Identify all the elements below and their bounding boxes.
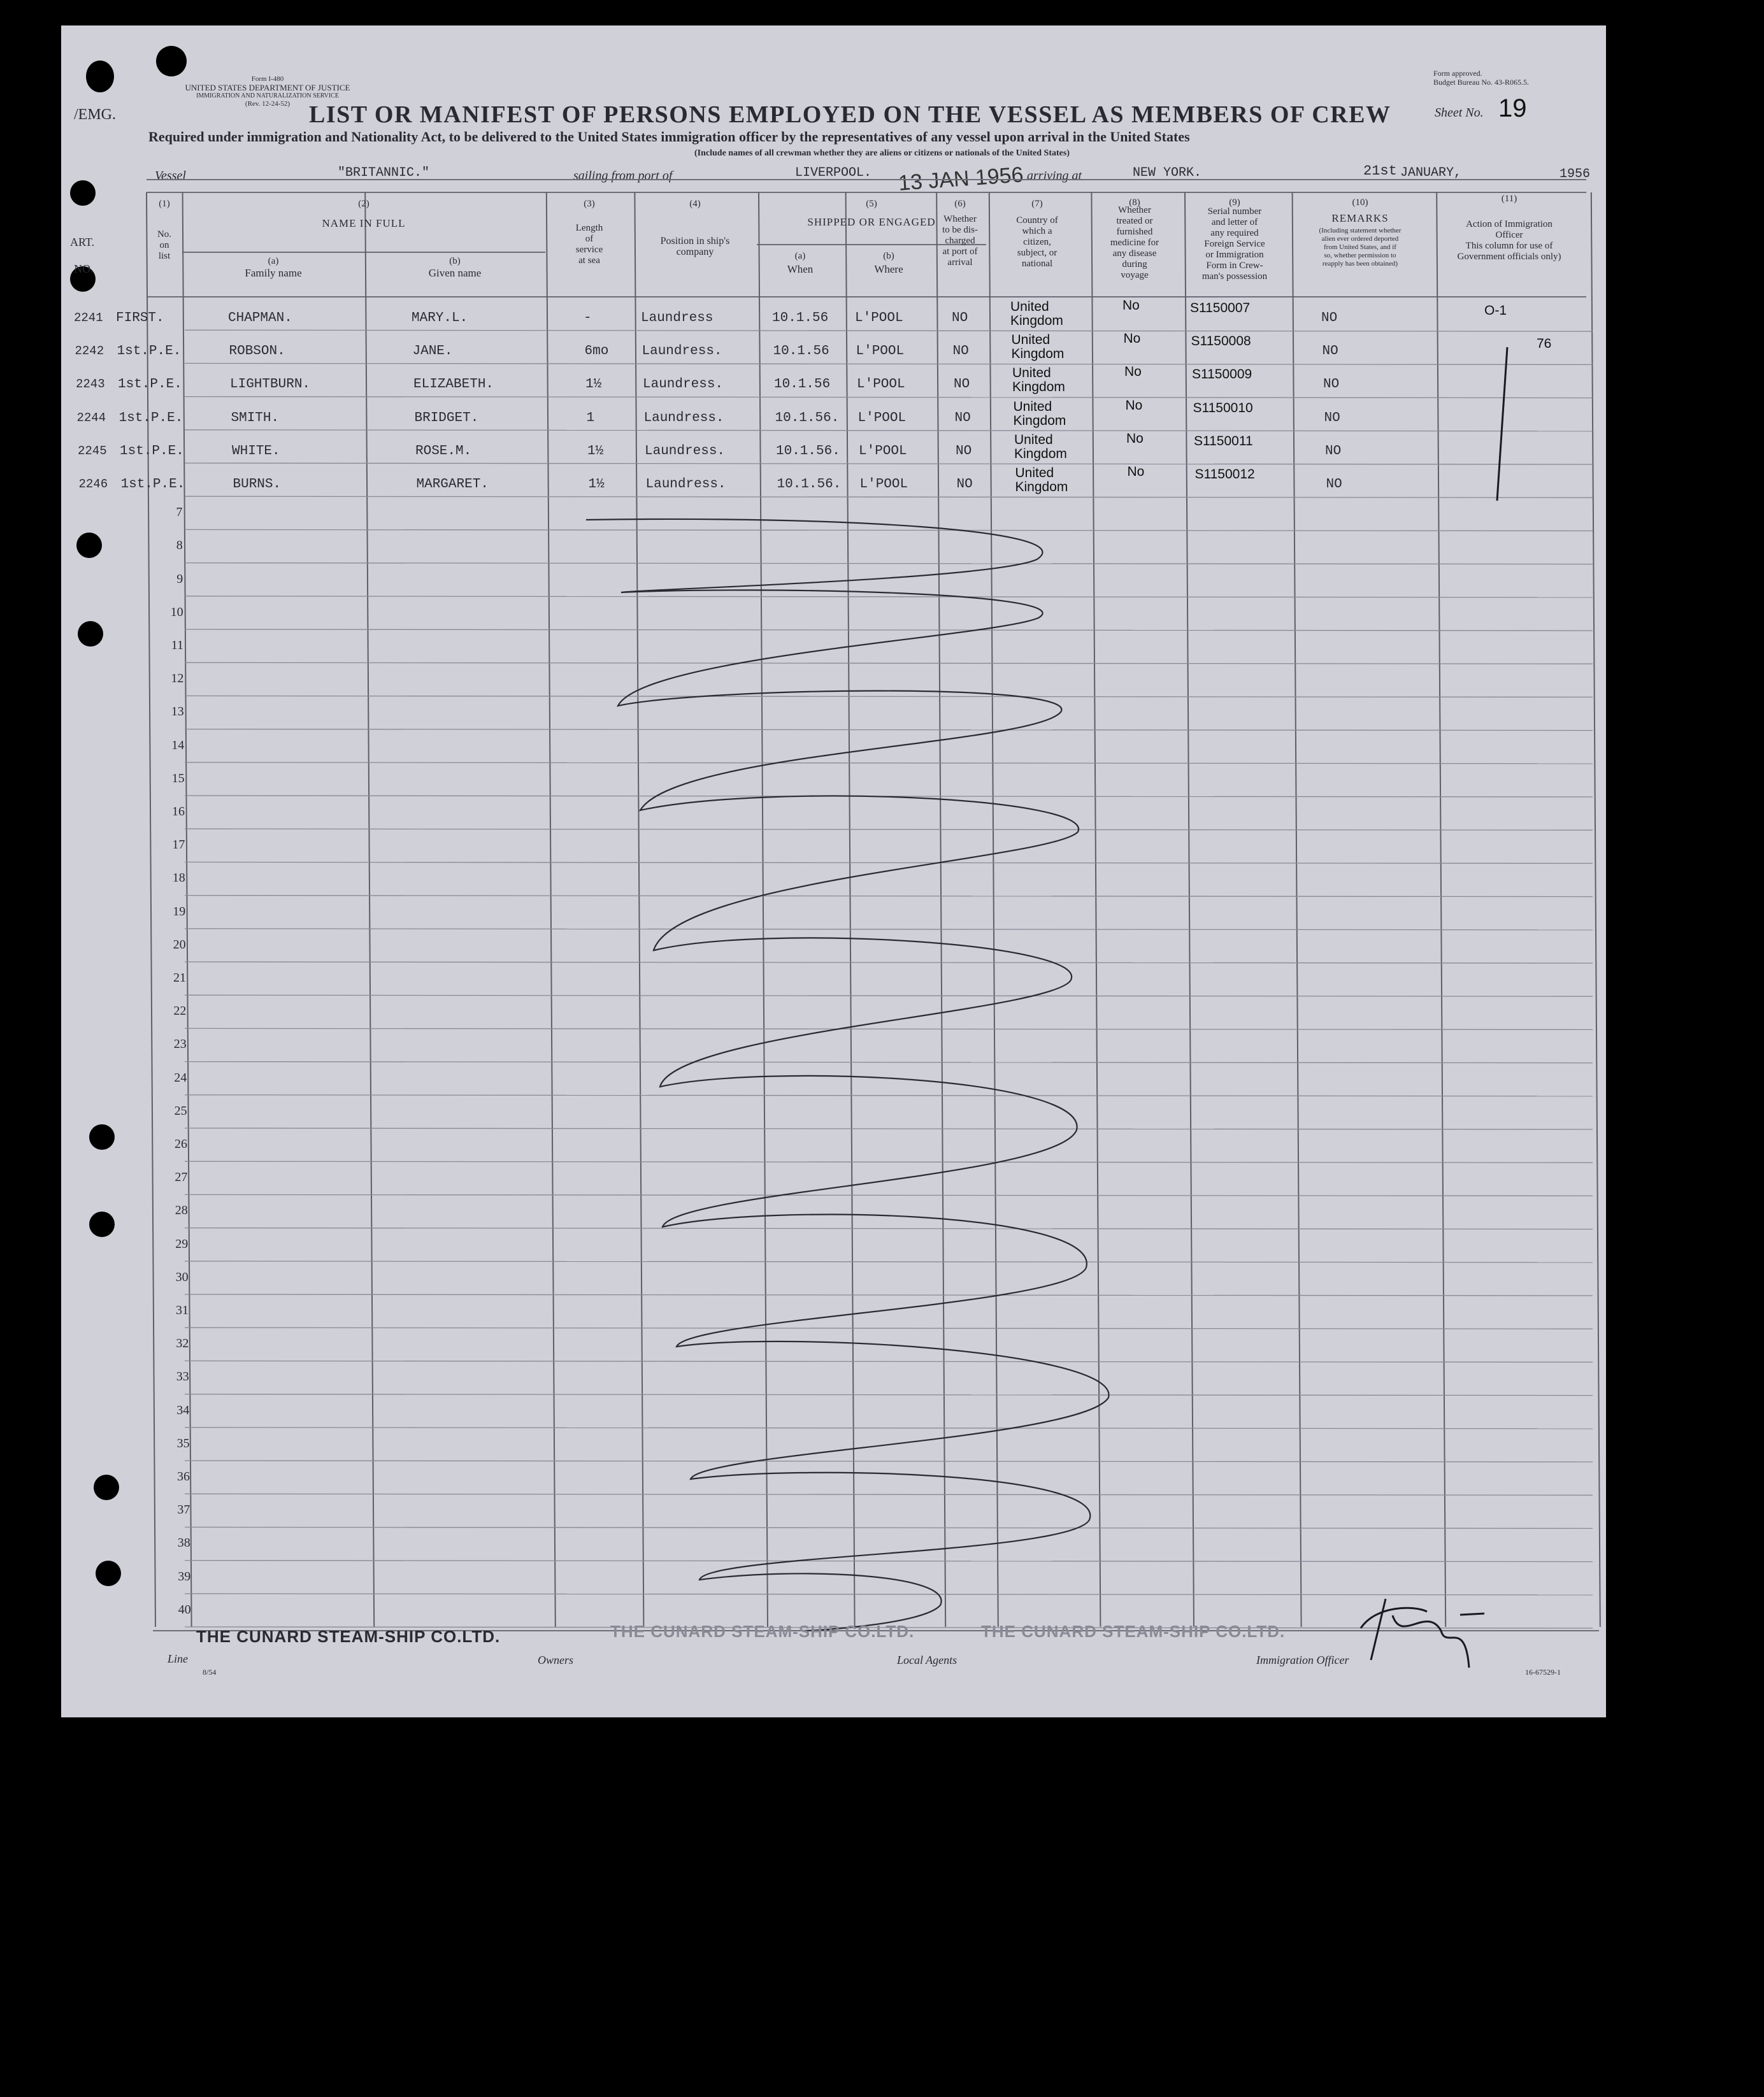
length-of-service: 1 <box>586 410 595 426</box>
row-number: 14 <box>171 738 185 752</box>
shipped-when: 10.1.56 <box>773 344 829 359</box>
length-of-service: 6mo <box>584 344 609 359</box>
family-name: LIGHTBURN. <box>230 377 311 392</box>
col-header-line: Country of <box>1016 215 1058 225</box>
country-of-nationality: United <box>1014 432 1053 447</box>
row-number: 27 <box>175 1170 188 1185</box>
sheet-no-label: Sheet No. <box>1435 106 1484 120</box>
col-header-line: during <box>1122 259 1147 269</box>
length-of-service: 1½ <box>585 377 602 392</box>
crew-class: 1st.P.E. <box>120 477 185 492</box>
country-of-nationality: Kingdom <box>1012 380 1065 395</box>
col-header-line: voyage <box>1121 270 1149 280</box>
serial-number: S1150009 <box>1192 367 1252 382</box>
col-num-9: (9) <box>1229 197 1240 208</box>
position-in-company: Laundress. <box>643 377 724 392</box>
col-header-line: Government officials only) <box>1457 252 1561 262</box>
row-number: 19 <box>173 904 186 919</box>
arrival-year: 1956 <box>1560 167 1591 182</box>
col-header-line: Whether <box>943 214 977 224</box>
position-in-company: Laundress <box>641 311 713 326</box>
local-agents-label: Local Agents <box>897 1654 957 1666</box>
crew-class: 1st.P.E. <box>117 344 182 359</box>
col-header-number-on-list <box>147 229 182 262</box>
col-header-serial-number <box>1181 206 1288 282</box>
col-header-line: and letter of <box>1211 217 1258 227</box>
shipped-when: 10.1.56 <box>774 377 831 392</box>
col-header-name-in-full: NAME IN FULL <box>322 217 406 229</box>
col-num-7: (7) <box>1031 199 1043 209</box>
col-num-8: (8) <box>1129 197 1140 208</box>
page-subtitle: Required under immigration and Nationality Act, to be delivered to the United States immigration officer by the representatives of any vessel upon arrival in the United States <box>148 129 1190 145</box>
row-number: 23 <box>173 1037 187 1052</box>
col-num-4: (4) <box>689 199 701 209</box>
department-line: UNITED STATES DEPARTMENT OF JUSTICE <box>185 83 350 92</box>
col-header-line: man's possession <box>1201 271 1268 282</box>
col-header-line: subject, or <box>1017 248 1058 258</box>
officer-bracket-mark <box>1497 347 1507 501</box>
col-header-line: Foreign Service <box>1204 239 1265 249</box>
col-header-line: any disease <box>1112 248 1157 259</box>
col-header-where: Where <box>874 263 903 275</box>
given-name: JANE. <box>412 344 453 359</box>
col-header-line: Form in Crew- <box>1206 261 1263 271</box>
position-in-company: Laundress. <box>643 410 724 426</box>
shipped-when: 10.1.56 <box>772 311 829 326</box>
margin-note: /EMG. <box>74 106 116 123</box>
sheet-no-value: 19 <box>1498 94 1527 122</box>
col-header-line: citizen, <box>1023 237 1051 247</box>
col-header-line: medicine for <box>1110 238 1159 248</box>
country-of-nationality: United <box>1011 333 1051 348</box>
family-name: SMITH. <box>231 410 280 426</box>
remarks-value: NO <box>1322 344 1338 359</box>
col-sub-num-2b: (b) <box>449 256 461 266</box>
art-label: ART. <box>70 236 95 248</box>
col-header-line: list <box>158 251 171 261</box>
row-number: 30 <box>175 1270 189 1284</box>
arrival-port: NEW YORK. <box>1133 166 1202 180</box>
shipped-where: L'POOL <box>856 344 905 359</box>
crew-class: 1st.P.E. <box>120 443 184 459</box>
serial-number: S1150012 <box>1194 467 1255 482</box>
agents-stamp: THE CUNARD STEAM-SHIP CO.LTD. <box>981 1622 1286 1641</box>
col-header-line: No. <box>157 229 172 240</box>
serial-number: S1150010 <box>1193 400 1253 415</box>
row-number: 20 <box>173 937 186 952</box>
country-of-nationality: United <box>1012 366 1051 381</box>
art-number: 2245 <box>78 443 107 458</box>
col-num-3: (3) <box>584 199 595 209</box>
row-number: 35 <box>176 1436 190 1450</box>
col-header-line: any required <box>1210 228 1259 238</box>
col-header-line: which a <box>1022 226 1052 236</box>
row-number: 13 <box>171 705 184 719</box>
treated-for-disease: No <box>1123 331 1141 347</box>
given-name: ROSE.M. <box>415 443 472 459</box>
remarks-value: NO <box>1321 311 1338 326</box>
shipped-where: L'POOL <box>859 477 908 492</box>
row-number: 18 <box>172 871 185 885</box>
revision-line: (Rev. 12-24-52) <box>245 100 290 108</box>
given-name: MARGARET. <box>416 477 489 492</box>
col-header-remarks: REMARKS <box>1331 212 1389 224</box>
discharged-at-arrival: NO <box>952 344 969 359</box>
owners-stamp: THE CUNARD STEAM-SHIP CO.LTD. <box>610 1622 915 1641</box>
row-number: 29 <box>175 1236 189 1251</box>
treated-for-disease: No <box>1122 298 1140 313</box>
col-header-line: on <box>159 240 169 250</box>
col-header-country <box>986 215 1088 269</box>
col-header-line: charged <box>945 236 975 246</box>
col-header-line: national <box>1021 259 1053 269</box>
serial-number: S1150007 <box>1190 301 1251 315</box>
position-in-company: Laundress. <box>645 477 726 492</box>
treated-for-disease: No <box>1126 431 1144 446</box>
art-number: 2246 <box>78 477 108 491</box>
crew-class: 1st.P.E. <box>118 377 182 392</box>
form-print-number: 16-67529-1 <box>1525 1668 1561 1677</box>
discharged-at-arrival: NO <box>954 377 970 392</box>
col-header-discharged <box>934 214 986 268</box>
country-of-nationality: Kingdom <box>1010 313 1063 328</box>
row-number: 32 <box>176 1336 189 1351</box>
row-number: 8 <box>176 538 183 553</box>
col-num-1: (1) <box>159 199 170 209</box>
country-of-nationality: Kingdom <box>1011 347 1065 362</box>
approval-line: Form approved. <box>1433 69 1482 78</box>
col-sub-num-5b: (b) <box>883 251 894 261</box>
col-header-line: This column for use of <box>1465 241 1553 251</box>
col-header-line: of <box>585 234 594 244</box>
row-number: 26 <box>175 1137 187 1151</box>
shipped-when: 10.1.56. <box>775 410 840 426</box>
country-of-nationality: Kingdom <box>1013 413 1066 428</box>
shipped-where: L'POOL <box>857 377 905 392</box>
shipped-when: 10.1.56. <box>777 477 842 492</box>
row-number: 31 <box>176 1303 189 1317</box>
remarks-value: NO <box>1324 410 1340 426</box>
col-num-11: (11) <box>1501 194 1517 204</box>
col-header-line: alien ever ordered deported <box>1321 235 1399 243</box>
arrival-month: JANUARY, <box>1400 166 1462 180</box>
col-header-remarks-note <box>1288 227 1432 268</box>
col-header-line: at port of <box>942 247 978 257</box>
col-header-line: Whether <box>1118 205 1151 215</box>
sailing-label: sailing from port of <box>573 169 673 183</box>
col-header-line: company <box>676 247 714 257</box>
col-num-2: (2) <box>358 199 369 209</box>
treated-for-disease: No <box>1127 464 1145 479</box>
discharged-at-arrival: NO <box>956 443 972 459</box>
art-number: 2243 <box>76 377 105 392</box>
col-header-immigration-action <box>1432 219 1586 262</box>
discharged-at-arrival: NO <box>952 311 968 326</box>
col-header-line: from United States, and if <box>1324 243 1396 251</box>
discharged-at-arrival: NO <box>956 477 973 492</box>
arrival-day: 21st <box>1363 163 1397 179</box>
row-number: 15 <box>171 771 185 785</box>
line-stamp: THE CUNARD STEAM-SHIP CO.LTD. <box>196 1627 501 1646</box>
country-of-nationality: United <box>1015 466 1054 480</box>
officer-signature <box>1361 1599 1484 1668</box>
row-number: 9 <box>176 571 183 586</box>
vessel-label: Vessel <box>155 169 186 183</box>
row-number: 17 <box>172 838 185 852</box>
date-stamp: 13 JAN 1956 <box>897 162 1024 196</box>
row-number: 12 <box>171 671 184 686</box>
shipped-where: L'POOL <box>855 311 903 326</box>
shipped-when: 10.1.56. <box>776 443 840 459</box>
row-number: 38 <box>177 1536 190 1550</box>
immigration-action: O-1 <box>1484 303 1507 318</box>
col-sub-num-5a: (a) <box>794 251 806 261</box>
row-number: 28 <box>175 1203 188 1218</box>
col-header-when: When <box>787 263 814 275</box>
owners-label: Owners <box>538 1654 574 1666</box>
row-number: 21 <box>173 971 186 985</box>
country-of-nationality: United <box>1013 399 1052 414</box>
family-name: WHITE. <box>232 443 280 459</box>
col-sub-num-2a: (a) <box>268 256 279 266</box>
col-header-line: furnished <box>1116 227 1153 237</box>
col-header-line: Action of Immigration <box>1466 219 1552 229</box>
art-number: 2241 <box>74 311 103 325</box>
service-line: IMMIGRATION AND NATURALIZATION SERVICE <box>196 92 339 99</box>
void-scribble <box>586 519 1109 1631</box>
col-header-line: Position in ship's <box>660 236 730 247</box>
immigration-officer-label: Immigration Officer <box>1256 1654 1349 1666</box>
country-of-nationality: Kingdom <box>1015 480 1068 494</box>
col-header-shipped-or-engaged: SHIPPED OR ENGAGED <box>807 216 936 228</box>
serial-number: S1150011 <box>1194 433 1253 448</box>
instruction-note: (Include names of all crewman whether they are aliens or citizens or nationals of the United States) <box>694 148 1070 158</box>
remarks-value: NO <box>1323 377 1340 392</box>
budget-bureau-line: Budget Bureau No. 43-R065.5. <box>1433 78 1529 87</box>
col-num-10: (10) <box>1352 197 1368 208</box>
country-of-nationality: United <box>1010 299 1049 314</box>
position-in-company: Laundress. <box>645 443 726 459</box>
shipped-where: L'POOL <box>857 410 907 426</box>
row-number: 16 <box>172 805 185 819</box>
row-number: 10 <box>170 605 183 619</box>
departure-port: LIVERPOOL. <box>795 166 872 180</box>
col-header-line: Serial number <box>1207 206 1262 217</box>
discharged-at-arrival: NO <box>954 410 971 426</box>
remarks-value: NO <box>1325 443 1342 459</box>
row-number: 7 <box>176 505 183 520</box>
col-header-line: Officer <box>1495 230 1523 240</box>
shipped-where: L'POOL <box>859 443 907 459</box>
col-header-length-of-service <box>545 223 633 266</box>
row-number: 36 <box>177 1470 190 1484</box>
col-header-line: or Immigration <box>1205 250 1264 260</box>
row-number: 39 <box>178 1569 191 1584</box>
col-num-5: (5) <box>866 199 877 209</box>
row-number: 34 <box>176 1403 190 1417</box>
art-number: 2242 <box>75 344 104 359</box>
col-header-treated <box>1088 205 1181 281</box>
remarks-value: NO <box>1326 477 1342 492</box>
col-header-position <box>633 236 757 257</box>
no-label: NO. <box>74 262 94 275</box>
col-header-family-name: Family name <box>245 267 302 279</box>
col-header-line: so, whether permission to <box>1324 252 1396 259</box>
col-header-line: to be dis- <box>942 225 978 235</box>
length-of-service: - <box>584 311 592 326</box>
given-name: ELIZABETH. <box>413 377 494 392</box>
row-number: 33 <box>176 1370 189 1384</box>
treated-for-disease: No <box>1125 397 1143 413</box>
given-name: BRIDGET. <box>414 410 479 426</box>
family-name: CHAPMAN. <box>228 311 292 326</box>
row-number: 24 <box>174 1070 187 1085</box>
family-name: ROBSON. <box>229 344 285 359</box>
row-number: 25 <box>174 1103 187 1118</box>
row-number: 11 <box>171 638 183 652</box>
col-header-given-name: Given name <box>428 267 482 279</box>
given-name: MARY.L. <box>412 311 468 326</box>
serial-number: S1150008 <box>1191 334 1251 349</box>
col-header-line: reapply has been obtained) <box>1322 260 1398 268</box>
position-in-company: Laundress. <box>642 344 722 359</box>
row-number: 22 <box>173 1004 187 1019</box>
col-num-6: (6) <box>954 199 966 209</box>
length-of-service: 1½ <box>587 443 604 459</box>
row-number: 40 <box>178 1602 191 1617</box>
crew-class: FIRST. <box>116 311 164 326</box>
col-header-line: service <box>575 245 603 255</box>
line-label: Line <box>168 1652 189 1665</box>
length-of-service: 1½ <box>588 477 605 492</box>
treated-for-disease: No <box>1124 364 1142 380</box>
art-number: 2244 <box>76 410 106 425</box>
crew-class: 1st.P.E. <box>118 410 183 426</box>
vessel-name: "BRITANNIC." <box>338 166 430 180</box>
col-header-line: arrival <box>947 257 973 268</box>
row-number: 37 <box>177 1503 190 1517</box>
print-code: 8/54 <box>203 1668 217 1677</box>
form-number: Form I-480 <box>251 75 284 83</box>
arriving-label: arriving at <box>1027 169 1082 183</box>
immigration-action: 76 <box>1537 336 1552 352</box>
col-header-line: Length <box>575 223 603 233</box>
page-title: LIST OR MANIFEST OF PERSONS EMPLOYED ON THE VESSEL AS MEMBERS OF CREW <box>309 101 1391 128</box>
col-header-line: treated or <box>1116 216 1153 226</box>
country-of-nationality: Kingdom <box>1014 446 1067 461</box>
col-header-line: at sea <box>578 255 600 266</box>
family-name: BURNS. <box>233 477 282 492</box>
col-header-line: (Including statement whether <box>1319 227 1402 234</box>
